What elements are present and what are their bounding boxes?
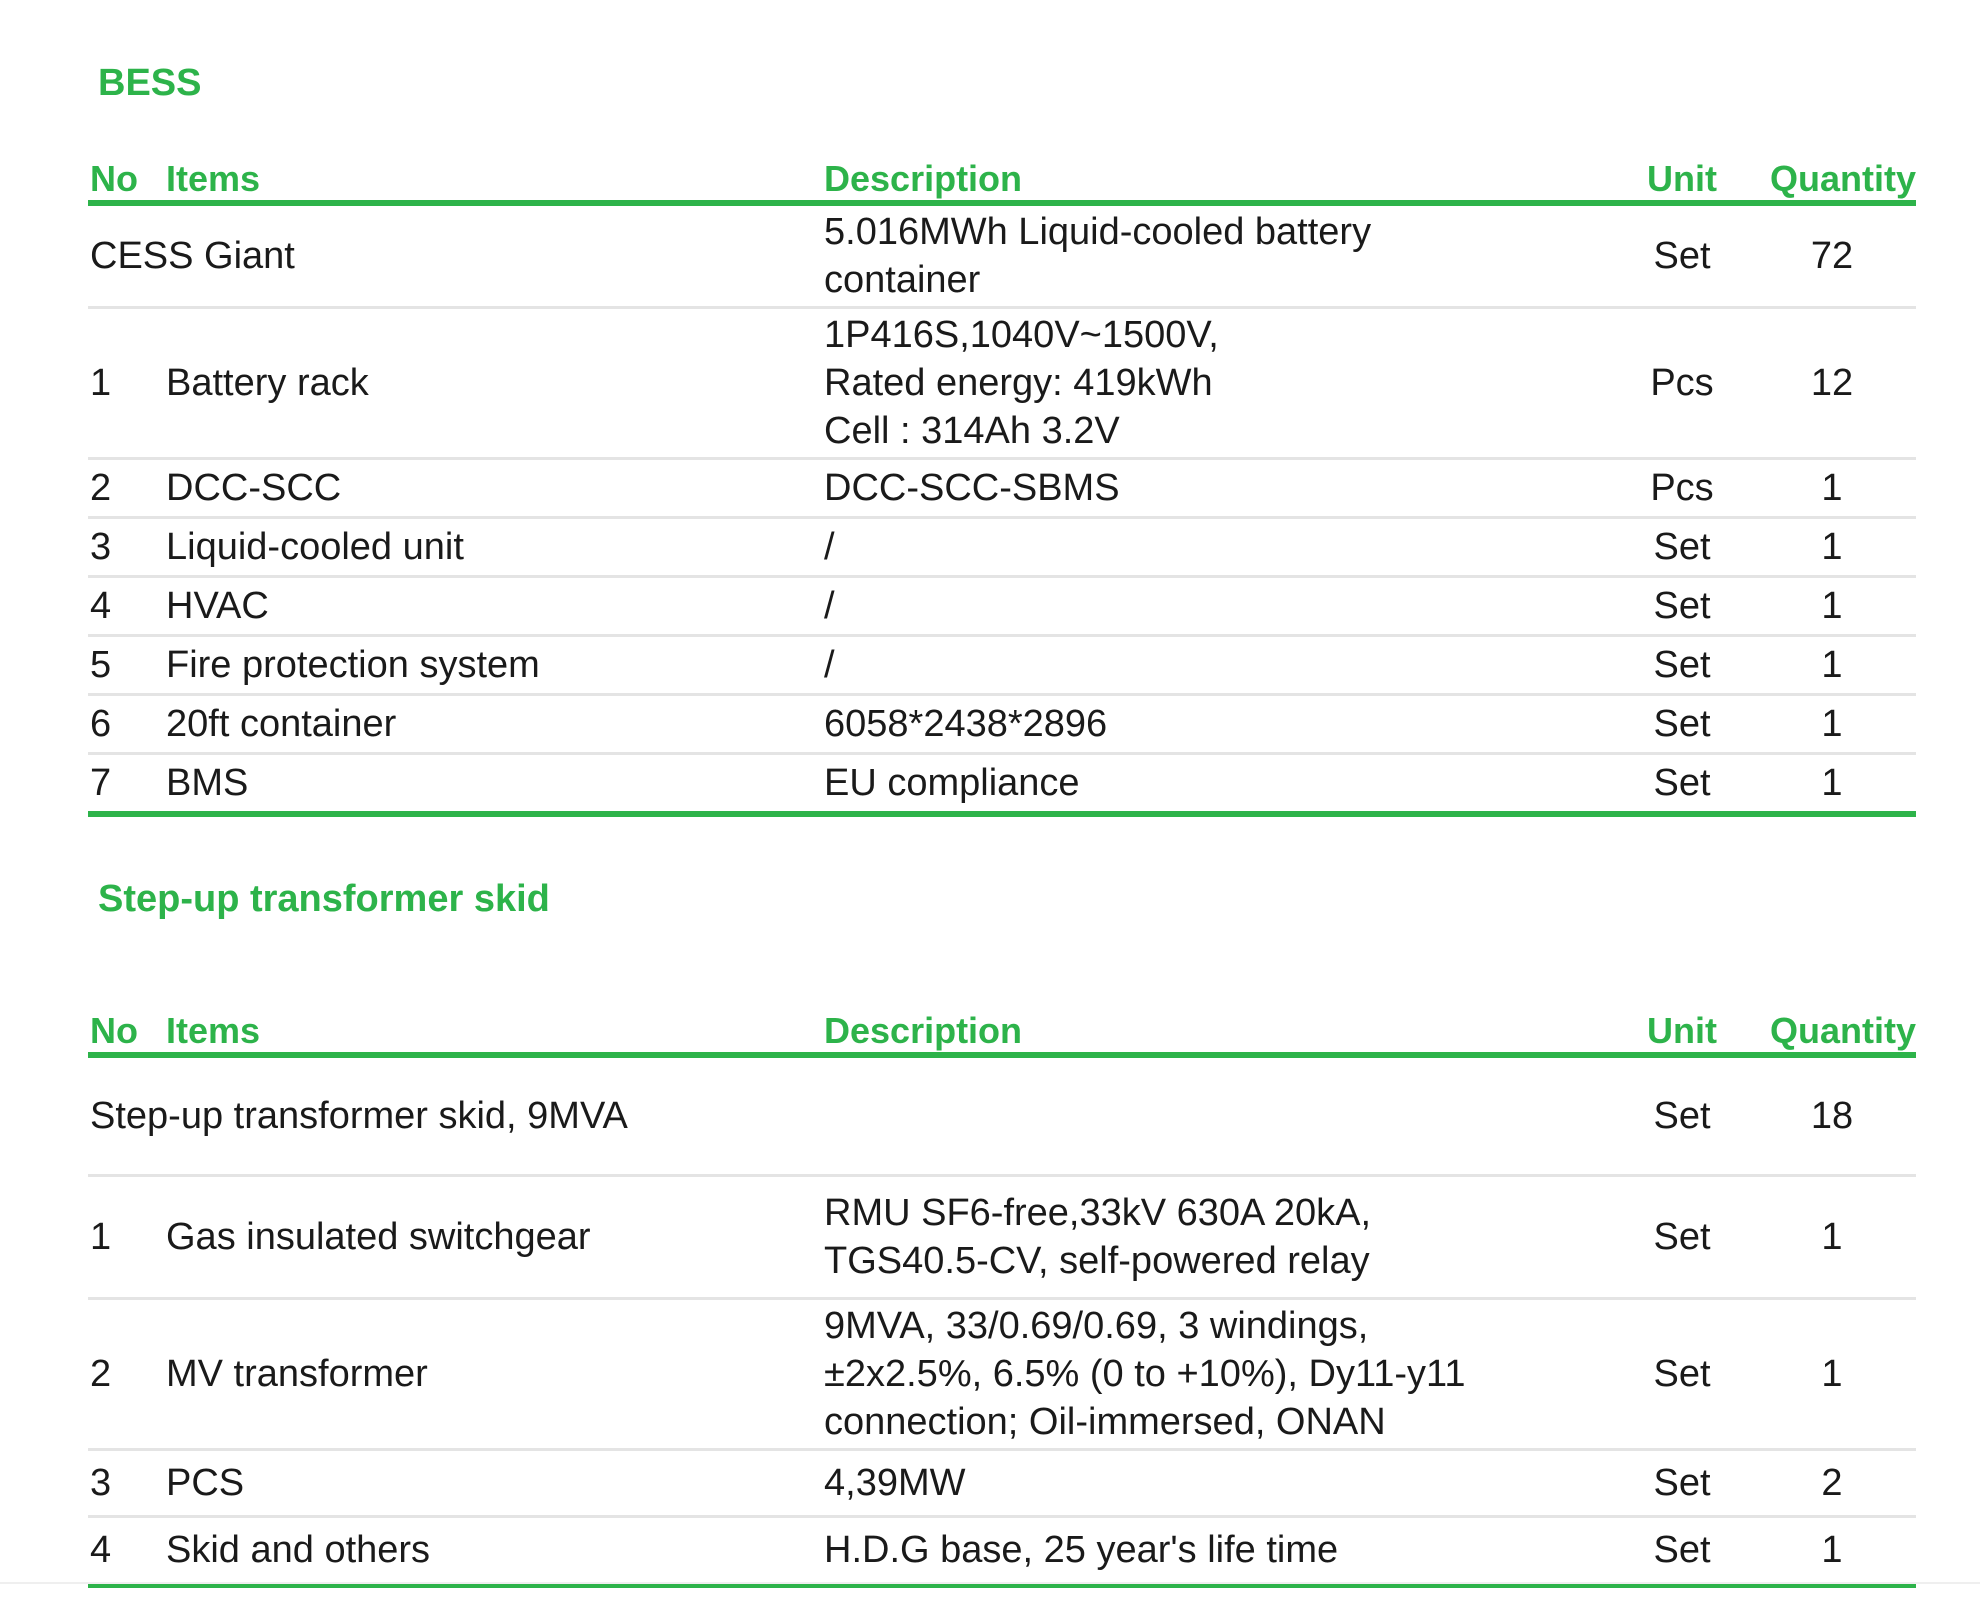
table-row — [88, 1517, 1916, 1586]
page-bottom-divider — [0, 1582, 1980, 1584]
row-no: 7 — [88, 754, 164, 815]
row-quantity: 2 — [1746, 1450, 1916, 1517]
row-quantity: 1 — [1746, 459, 1916, 518]
row-quantity: 1 — [1746, 1517, 1916, 1586]
summary-item: CESS Giant — [88, 203, 822, 308]
table-row — [88, 518, 1916, 577]
row-description: H.D.G base, 25 year's life time — [822, 1517, 1616, 1586]
row-quantity: 1 — [1746, 695, 1916, 754]
row-item: DCC-SCC — [164, 459, 822, 518]
row-unit: Pcs — [1616, 308, 1746, 459]
row-description: DCC-SCC-SBMS — [822, 459, 1616, 518]
summary-unit: Set — [1616, 1055, 1746, 1176]
header-description: Description — [822, 148, 1616, 203]
summary-quantity: 72 — [1746, 203, 1916, 308]
header-unit: Unit — [1616, 1000, 1746, 1055]
header-description: Description — [822, 1000, 1616, 1055]
summary-quantity: 18 — [1746, 1055, 1916, 1176]
row-unit: Pcs — [1616, 459, 1746, 518]
row-quantity: 1 — [1746, 636, 1916, 695]
row-unit: Set — [1616, 754, 1746, 815]
header-quantity: Quantity — [1746, 148, 1916, 203]
row-unit: Set — [1616, 577, 1746, 636]
table-row — [88, 308, 1916, 459]
row-quantity: 1 — [1746, 518, 1916, 577]
bess-summary-row — [88, 203, 1916, 308]
row-quantity: 1 — [1746, 577, 1916, 636]
summary-unit: Set — [1616, 203, 1746, 308]
row-quantity: 1 — [1746, 1299, 1916, 1450]
row-unit: Set — [1616, 1450, 1746, 1517]
bess-table — [88, 148, 1916, 817]
row-item: PCS — [164, 1450, 822, 1517]
row-item: Liquid-cooled unit — [164, 518, 822, 577]
row-description: / — [822, 636, 1616, 695]
skid-section-title: Step-up transformer skid — [98, 878, 550, 920]
table-row — [88, 459, 1916, 518]
table-row — [88, 1299, 1916, 1450]
row-unit: Set — [1616, 518, 1746, 577]
row-description: 1P416S,1040V~1500V, Rated energy: 419kWh Cell : 314Ah 3.2V — [822, 308, 1616, 459]
table-row — [88, 636, 1916, 695]
skid-header-row — [88, 1000, 1916, 1055]
row-item: HVAC — [164, 577, 822, 636]
row-item: Battery rack — [164, 308, 822, 459]
row-no: 6 — [88, 695, 164, 754]
row-no: 2 — [88, 459, 164, 518]
row-item: Gas insulated switchgear — [164, 1176, 822, 1299]
row-item: Fire protection system — [164, 636, 822, 695]
row-item: BMS — [164, 754, 822, 815]
row-quantity: 12 — [1746, 308, 1916, 459]
row-description: EU compliance — [822, 754, 1616, 815]
row-no: 1 — [88, 1176, 164, 1299]
row-no: 1 — [88, 308, 164, 459]
row-quantity: 1 — [1746, 754, 1916, 815]
row-item: Skid and others — [164, 1517, 822, 1586]
skid-table — [88, 1000, 1916, 1588]
row-unit: Set — [1616, 1176, 1746, 1299]
table-row — [88, 695, 1916, 754]
skid-summary-row — [88, 1055, 1916, 1176]
row-no: 3 — [88, 518, 164, 577]
row-description: / — [822, 577, 1616, 636]
row-description: / — [822, 518, 1616, 577]
header-items: Items — [164, 148, 822, 203]
row-item: 20ft container — [164, 695, 822, 754]
summary-description: 5.016MWh Liquid-cooled battery container — [822, 203, 1616, 308]
row-no: 5 — [88, 636, 164, 695]
summary-item: Step-up transformer skid, 9MVA — [88, 1055, 822, 1176]
bess-header-row — [88, 148, 1916, 203]
summary-description — [822, 1055, 1616, 1176]
row-no: 4 — [88, 577, 164, 636]
row-unit: Set — [1616, 1299, 1746, 1450]
header-unit: Unit — [1616, 148, 1746, 203]
row-unit: Set — [1616, 1517, 1746, 1586]
row-unit: Set — [1616, 636, 1746, 695]
row-no: 3 — [88, 1450, 164, 1517]
table-row — [88, 1450, 1916, 1517]
table-row — [88, 754, 1916, 815]
bess-section-title: BESS — [98, 62, 202, 104]
header-quantity: Quantity — [1746, 1000, 1916, 1055]
row-description: 4,39MW — [822, 1450, 1616, 1517]
row-quantity: 1 — [1746, 1176, 1916, 1299]
header-items: Items — [164, 1000, 822, 1055]
row-description: 6058*2438*2896 — [822, 695, 1616, 754]
row-unit: Set — [1616, 695, 1746, 754]
row-description: 9MVA, 33/0.69/0.69, 3 windings, ±2x2.5%, 6.5% (0 to +10%), Dy11-y11 connection; Oil-immersed, ONAN — [822, 1299, 1616, 1450]
row-item: MV transformer — [164, 1299, 822, 1450]
header-no: No — [88, 1000, 164, 1055]
table-row — [88, 1176, 1916, 1299]
header-no: No — [88, 148, 164, 203]
table-row — [88, 577, 1916, 636]
row-no: 4 — [88, 1517, 164, 1586]
row-no: 2 — [88, 1299, 164, 1450]
row-description: RMU SF6-free,33kV 630A 20kA, TGS40.5-CV, self-powered relay — [822, 1176, 1616, 1299]
